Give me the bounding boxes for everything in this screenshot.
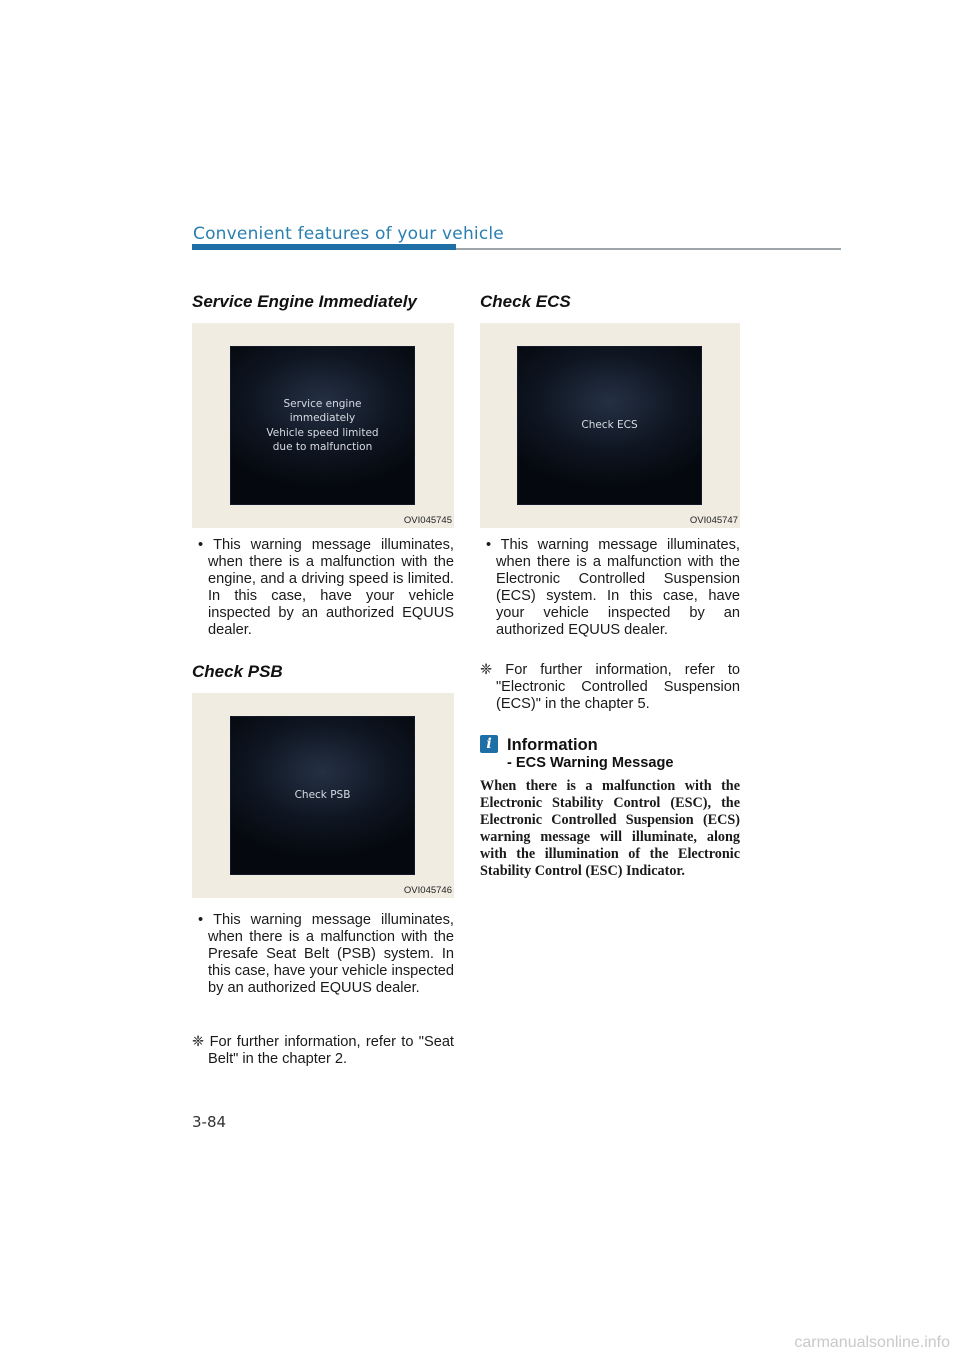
bullet-mark: • [198, 537, 204, 553]
bullet-mark: • [486, 537, 492, 553]
bullet-text: This warning message illuminates, when there is a malfunction with the Electronic Controlled Suspension (ECS) system. In this case, have your vehicle inspected by an authorized EQUUS dealer. [496, 537, 740, 638]
header-accent-bar [192, 244, 456, 250]
bullet-check-psb [192, 912, 454, 997]
figure-check-psb [192, 693, 454, 898]
heading-check-psb: Check PSB [192, 662, 283, 681]
heading-check-ecs: Check ECS [480, 292, 571, 311]
note-seat-belt [192, 1034, 454, 1068]
info-body: When there is a malfunction with the Electronic Stability Control (ESC), the Electronic Controlled Suspension (ECS) warning message will illuminate, along with the illumination of the Electronic Stability Control (ESC) Indicator. [480, 778, 740, 879]
figure-check-ecs [480, 323, 740, 528]
bullet-service-engine [192, 537, 454, 639]
heading-service-engine: Service Engine Immediately [192, 292, 417, 311]
bullet-check-ecs [480, 537, 740, 639]
display-message: Check ECS [581, 419, 638, 432]
figure-service-engine [192, 323, 454, 528]
section-header-title: Convenient features of your vehicle [193, 224, 504, 244]
header-rule [456, 248, 841, 250]
watermark: carmanualsonline.info [794, 1334, 950, 1351]
cluster-display [230, 716, 415, 875]
note-mark: ❈ [480, 662, 493, 678]
cluster-display [517, 346, 702, 505]
note-text: For further information, refer to "Seat Belt" in the chapter 2. [208, 1034, 454, 1067]
figure-code: OVI045747 [689, 515, 738, 526]
note-text: For further information, refer to "Electronic Controlled Suspension (ECS)" in the chapter 5. [496, 662, 740, 712]
note-mark: ❈ [192, 1034, 205, 1050]
display-message: Service engine immediately Vehicle speed limited due to malfunction [266, 397, 379, 453]
figure-code: OVI045746 [403, 885, 452, 896]
info-subtitle: - ECS Warning Message [507, 755, 674, 771]
info-title: Information [507, 736, 598, 754]
figure-code: OVI045745 [403, 515, 452, 526]
note-ecs [480, 662, 740, 713]
cluster-display [230, 346, 415, 505]
info-icon: i [480, 735, 498, 753]
bullet-mark: • [198, 912, 204, 928]
display-message: Check PSB [294, 789, 351, 802]
bullet-text: This warning message illuminates, when there is a malfunction with the Presafe Seat Belt (PSB) system. In this case, have your vehicle inspected by an authorized EQUUS dealer. [208, 912, 454, 996]
page-number: 3-84 [192, 1113, 227, 1131]
bullet-text: This warning message illuminates, when there is a malfunction with the engine, and a driving speed is limited. In this case, have your vehicle inspected by an authorized EQUUS dealer. [208, 537, 454, 638]
